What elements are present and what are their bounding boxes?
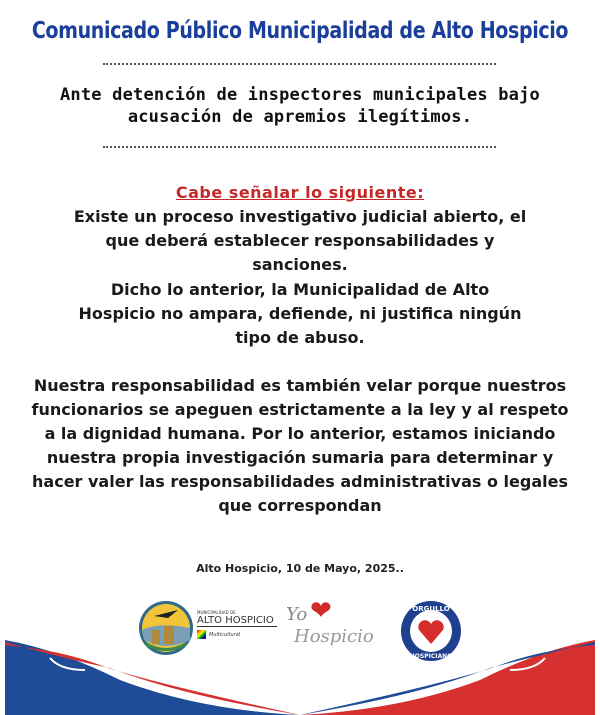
date-line: Alto Hospicio, 10 de Mayo, 2025.. [196,562,404,575]
paragraph-3: Nuestra responsabilidad es también velar porque nuestros funcionarios se apeguen estrictamente a la ley y al respeto a la dignidad humana. Por lo anterior, estamos iniciando nuestra propia investigación sumaria para determinar y hacer valer las responsabilidades administrativas o legales que correspondan [31,376,569,515]
paragraph-1: Existe un proceso investigativo judicial abierto, el que deberá establecer responsabilidades y sanciones. [73,207,527,274]
section-heading: Cabe señalar lo siguiente: [175,183,425,202]
dotted-divider-top [103,63,496,65]
svg-text:ORGULLO: ORGULLO [412,605,450,613]
yo-hospicio-logo: Yo ❤ Hospicio [286,596,374,647]
page-title: Comunicado Público Municipalidad de Alto Hospicio [31,18,569,44]
municipal-text: MUNICIPALIDAD DE ALTO HOSPICIO Multicultural [197,610,277,639]
wiphala-icon [197,630,206,639]
heart-icon: ❤ [310,596,332,626]
flag-wave-banner [0,640,600,715]
dotted-divider-bottom [103,146,496,148]
paragraph-2: Dicho lo anterior, la Municipalidad de Alto Hospicio no ampara, defiende, ni justifica ningún tipo de abuso. [78,280,522,347]
subtitle-line-2: acusación de apremios ilegítimos. [127,107,473,127]
subtitle [0,84,600,128]
section-intro [40,181,560,277]
subtitle-line-1: Ante detención de inspectores municipales bajo [59,85,540,105]
svg-text:HOSPICIANO: HOSPICIANO [409,653,453,660]
